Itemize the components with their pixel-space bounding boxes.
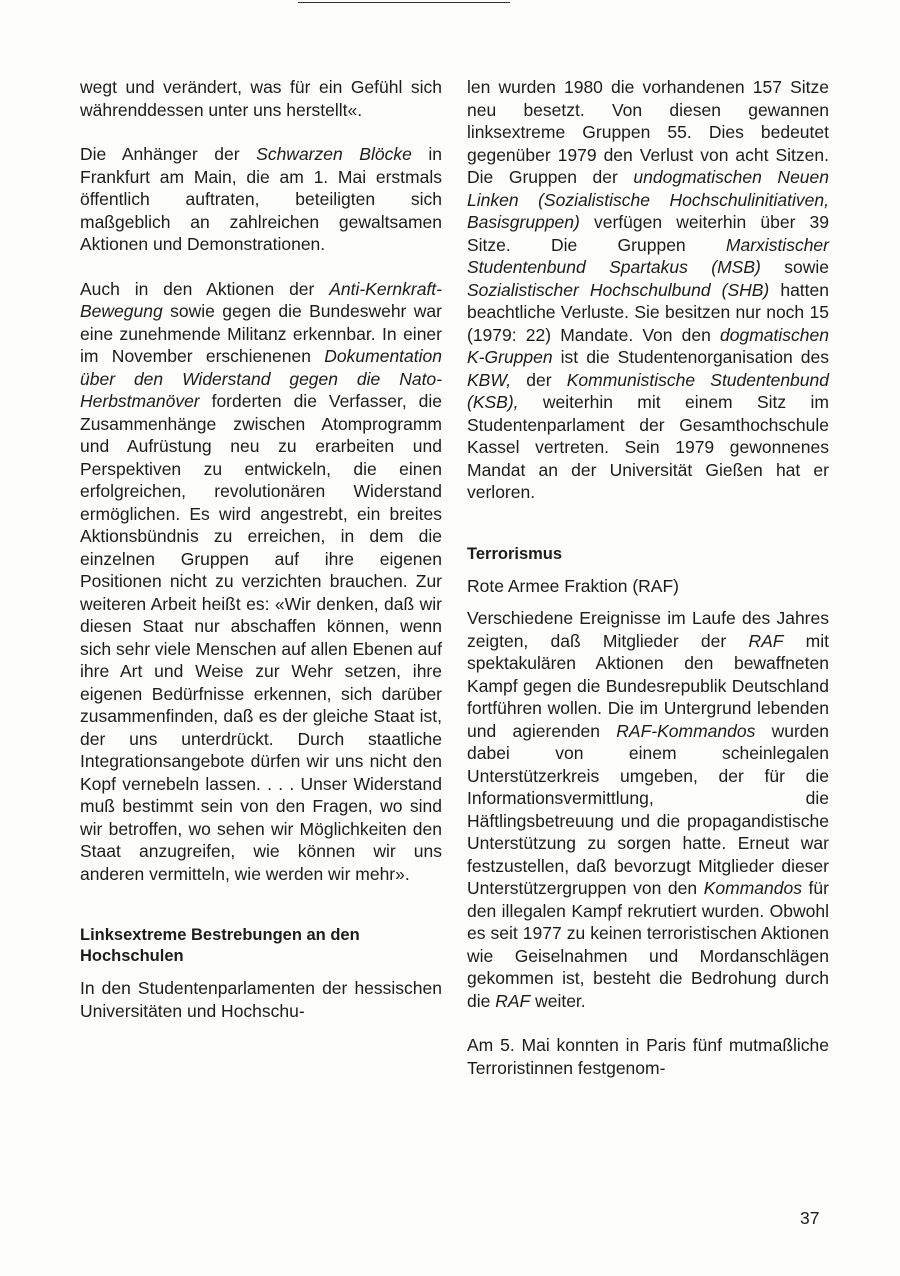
left-column (80, 76, 442, 1022)
page-number: 37 (800, 1208, 820, 1228)
left-paragraph-3: Auch in den Aktionen der Anti-Kernkraft-Bewegung sowie gegen die Bundeswehr war eine zunehmende Militanz erkennbar. In einer im November erschienenen Dokumentation über den Widerstand gegen die Nato-Herbstmanöver forderten die Verfasser, die Zusammenhänge zwischen Atomprogramm und Aufrüstung neu zu erarbeiten und Perspektiven zu entwickeln, die einen erfolgreichen, revolutionären Widerstand ermöglichen. Es wird angestrebt, ein breites Aktionsbündnis zu erreichen, in dem die einzelnen Gruppen auf ihre eigenen Positionen nicht zu verzichten brauchen. Zur weiteren Arbeit heißt es: «Wir denken, daß wir diesen Staat nur abschaffen können, wenn sich sehr viele Menschen auf allen Ebenen auf ihre Art und Weise zur Wehr setzen, ihre eigenen Bedürfnisse erkennen, sich darüber zusammenfinden, daß es der gleiche Staat ist, der uns unterdrückt. Durch staatliche Integrationsangebote dürfen wir uns nicht den Kopf vernebeln lassen. . . . Unser Widerstand muß bestimmt sein von den Fragen, wo sind wir betroffen, wo sehen wir Möglichkeiten den Staat anzugreifen, wie können wir uns anderen vermitteln, wie werden wir mehr». (80, 278, 442, 884)
right-paragraph-3: Am 5. Mai konnten in Paris fünf mutmaßliche Terroristinnen festgenom- (467, 1035, 829, 1078)
right-column (467, 76, 829, 1079)
left-paragraph-4: In den Studentenparlamenten der hessischen Universitäten und Hochschu- (80, 978, 442, 1021)
right-paragraph-1: len wurden 1980 die vorhandenen 157 Sitze neu besetzt. Von diesen gewannen linksextreme Gruppen 55. Dies bedeutet gegenüber 1979 den Verlust von acht Sitzen. Die Gruppen der undogmatischen Neuen Linken (Sozialistische Hochschulinitiativen, Basisgruppen) verfügen weiterhin über 39 Sitze. Die Gruppen Marxistischer Studentenbund Spartakus (MSB) sowie Sozialistischer Hochschulbund (SHB) hatten beachtliche Verluste. Sie besitzen nur noch 15 (1979: 22) Mandate. Von den dogmatischen K-Gruppen ist die Studentenorganisation des KBW, der Kommunistische Studentenbund (KSB), weiterhin mit einem Sitz im Studentenparlament der Gesamthochschule Kassel vertreten. Sein 1979 gewonnenes Mandat an der Universität Gießen hat er verloren. (467, 77, 829, 502)
section-heading-hochschulen: Linksextreme Bestrebungen an den Hochschulen (80, 926, 360, 965)
left-paragraph-1: wegt und verändert, was für ein Gefühl sich währenddessen unter uns herstellt«. (80, 77, 442, 120)
top-rule (298, 2, 510, 3)
left-paragraph-2: Die Anhänger der Schwarzen Blöcke in Frankfurt am Main, die am 1. Mai erstmals öffentlich auftraten, beteiligten sich maßgeblich an zahlreichen gewaltsamen Aktionen und Demonstrationen. (80, 144, 442, 254)
section-heading-terrorismus: Terrorismus (467, 544, 563, 563)
right-paragraph-2: Verschiedene Ereignisse im Laufe des Jahres zeigten, daß Mitglieder der RAF mit spektakulären Aktionen den bewaffneten Kampf gegen die Bundesrepublik Deutschland fortführen wollen. Die im Untergrund lebenden und agierenden RAF-Kommandos wurden dabei von einem scheinlegalen Unterstützerkreis umgeben, der für die Informationsvermittlung, die Häftlingsbetreuung und die propagandistische Unterstützung zu sorgen hatte. Erneut war festzustellen, daß bevorzugt Mitglieder dieser Unterstützergruppen von den Kommandos für den illegalen Kampf rekrutiert wurden. Obwohl es seit 1977 zu keinen terroristischen Aktionen wie Geiselnahmen und Mordanschlägen gekommen ist, besteht die Bedrohung durch die RAF weiter. (467, 608, 830, 1011)
subheading-raf: Rote Armee Fraktion (RAF) (467, 575, 679, 596)
